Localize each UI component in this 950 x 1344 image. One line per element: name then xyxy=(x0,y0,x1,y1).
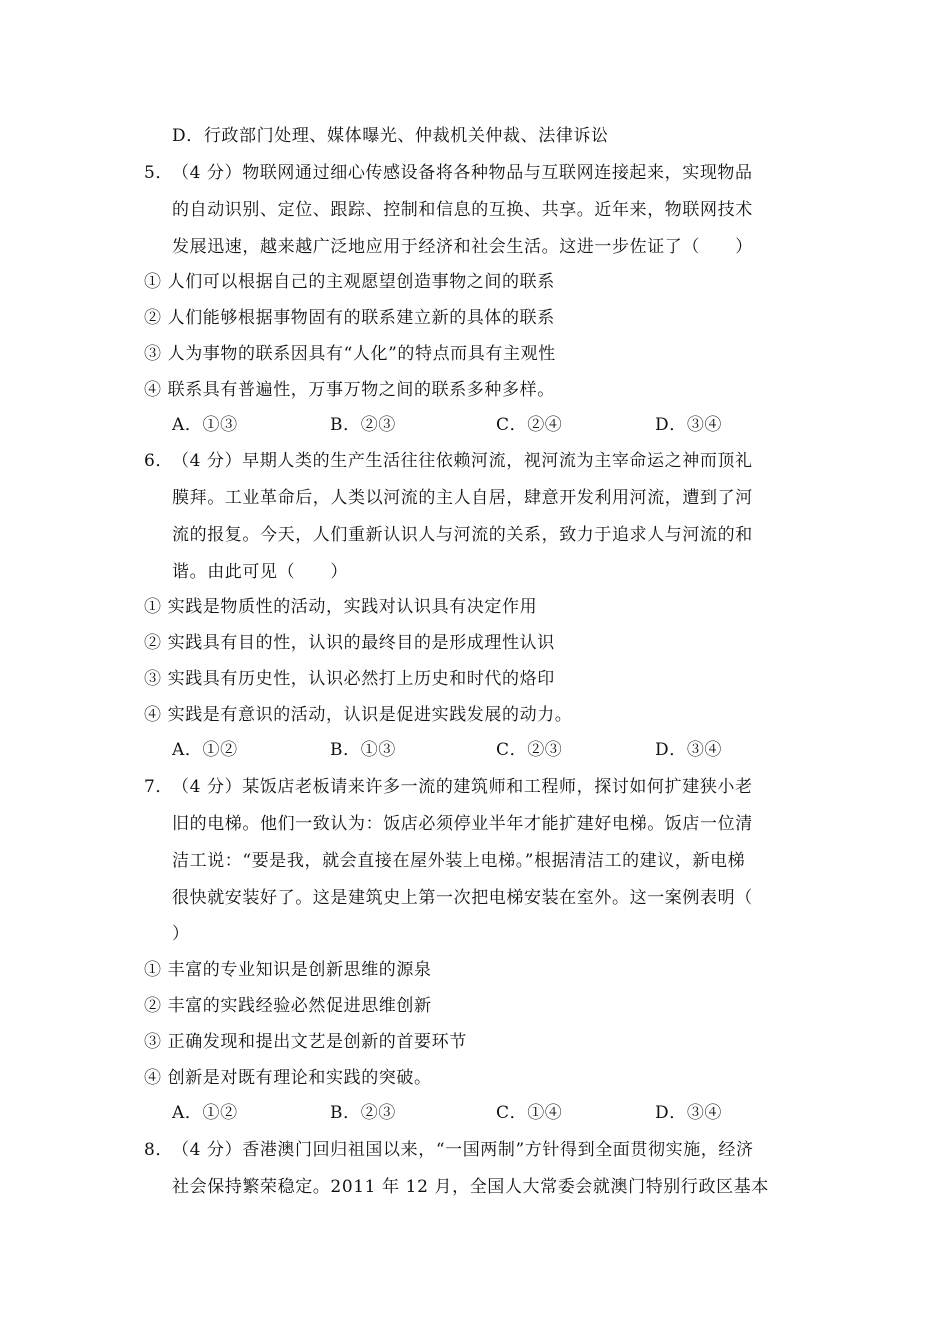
q8-number: 8． xyxy=(144,1140,174,1160)
q6-line-1: （4 分）早期人类的生产生活往往依赖河流，视河流为主宰命运之神而顶礼 xyxy=(172,451,753,471)
q7-option-b[interactable]: B．②③ xyxy=(330,1103,396,1123)
q5-statement-4: ④ 联系具有普遍性，万事万物之间的联系多种多样。 xyxy=(144,380,555,400)
q8-line-2: 社会保持繁荣稳定。2011 年 12 月，全国人大常委会就澳门特别行政区基本 xyxy=(172,1177,769,1197)
q6-statement-4: ④ 实践是有意识的活动，认识是促进实践发展的动力。 xyxy=(144,705,573,725)
q6-line-4: 谐。由此可见（ ） xyxy=(172,562,348,582)
q7-statement-2: ② 丰富的实践经验必然促进思维创新 xyxy=(144,996,432,1016)
q4-option-d: D．行政部门处理、媒体曝光、仲裁机关仲裁、法律诉讼 xyxy=(172,126,609,146)
q7-line-4: 很快就安装好了。这是建筑史上第一次把电梯安装在室外。这一案例表明（ xyxy=(172,888,753,908)
q7-line-5: ） xyxy=(172,924,190,944)
q6-line-3: 流的报复。今天，人们重新认识人与河流的关系，致力于追求人与河流的和 xyxy=(172,525,753,545)
q7-line-3: 洁工说：“要是我，就会直接在屋外装上电梯。”根据清洁工的建议，新电梯 xyxy=(172,851,746,871)
q5-statement-1: ① 人们可以根据自己的主观愿望创造事物之间的联系 xyxy=(144,272,555,292)
q5-line-1: （4 分）物联网通过细心传感设备将各种物品与互联网连接起来，实现物品 xyxy=(172,163,753,183)
q5-option-c[interactable]: C．②④ xyxy=(496,415,563,435)
q5-statement-2: ② 人们能够根据事物固有的联系建立新的具体的联系 xyxy=(144,308,555,328)
q6-option-b[interactable]: B．①③ xyxy=(330,740,396,760)
q7-option-c[interactable]: C．①④ xyxy=(496,1103,563,1123)
q5-line-3: 发展迅速，越来越广泛地应用于经济和社会生活。这进一步佐证了（ ） xyxy=(172,237,753,257)
q7-line-1: （4 分）某饭店老板请来许多一流的建筑师和工程师，探讨如何扩建狭小老 xyxy=(172,777,753,797)
q5-option-b[interactable]: B．②③ xyxy=(330,415,396,435)
q7-line-2: 旧的电梯。他们一致认为：饭店必须停业半年才能扩建好电梯。饭店一位清 xyxy=(172,814,753,834)
q6-statement-3: ③ 实践具有历史性，认识必然打上历史和时代的烙印 xyxy=(144,669,555,689)
q7-number: 7． xyxy=(144,777,174,797)
q7-statement-4: ④ 创新是对既有理论和实践的突破。 xyxy=(144,1068,432,1088)
q5-statement-3: ③ 人为事物的联系因具有“人化”的特点而具有主观性 xyxy=(144,344,556,364)
q6-option-d[interactable]: D．③④ xyxy=(655,740,723,760)
q7-statement-1: ① 丰富的专业知识是创新思维的源泉 xyxy=(144,960,432,980)
q7-option-a[interactable]: A．①② xyxy=(172,1103,238,1123)
q7-statement-3: ③ 正确发现和提出文艺是创新的首要环节 xyxy=(144,1032,467,1052)
q6-option-c[interactable]: C．②③ xyxy=(496,740,563,760)
q7-option-d[interactable]: D．③④ xyxy=(655,1103,723,1123)
q8-line-1: （4 分）香港澳门回归祖国以来，“一国两制”方针得到全面贯彻实施，经济 xyxy=(172,1140,754,1160)
q5-option-a[interactable]: A．①③ xyxy=(172,415,238,435)
q6-line-2: 膜拜。工业革命后，人类以河流的主人自居，肆意开发利用河流，遭到了河 xyxy=(172,488,753,508)
q5-line-2: 的自动识别、定位、跟踪、控制和信息的互换、共享。近年来，物联网技术 xyxy=(172,200,753,220)
q6-option-a[interactable]: A．①② xyxy=(172,740,238,760)
q6-statement-1: ① 实践是物质性的活动，实践对认识具有决定作用 xyxy=(144,597,538,617)
q5-option-d[interactable]: D．③④ xyxy=(655,415,723,435)
q6-statement-2: ② 实践具有目的性，认识的最终目的是形成理性认识 xyxy=(144,633,555,653)
q5-number: 5． xyxy=(144,163,174,183)
q6-number: 6． xyxy=(144,451,174,471)
